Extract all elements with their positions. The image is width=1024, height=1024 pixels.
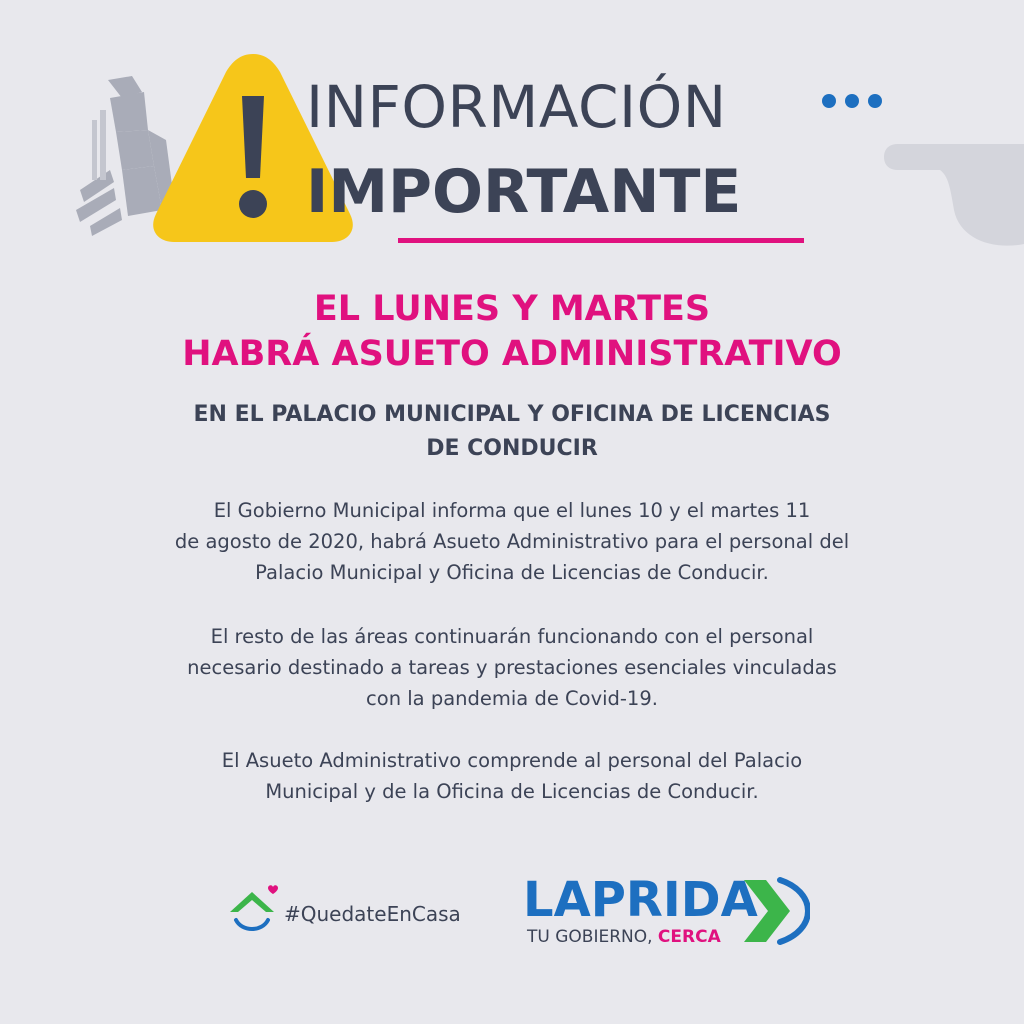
pointer-icon: [884, 140, 1024, 250]
paragraph-line: con la pandemia de Covid-19.: [366, 687, 658, 710]
tagline-part2: CERCA: [657, 927, 721, 947]
chevron-logo-icon: [740, 874, 810, 948]
title-underline: [398, 238, 804, 243]
paragraph-line: El resto de las áreas continuarán funcionando con el personal: [210, 625, 814, 648]
headline-line2: HABRÁ ASUETO ADMINISTRATIVO: [182, 334, 842, 374]
headline: [0, 287, 1024, 377]
paragraph-line: Palacio Municipal y Oficina de Licencias de Conducir.: [255, 561, 769, 584]
tagline-part1: TU GOBIERNO,: [527, 927, 658, 947]
headline-line1: EL LUNES Y MARTES: [313, 289, 711, 329]
subheadline: [0, 398, 1024, 466]
paragraph-1: [0, 495, 1024, 588]
subheadline-line2: DE CONDUCIR: [426, 436, 598, 461]
paragraph-3: [0, 745, 1024, 807]
paragraph-2: [0, 621, 1024, 714]
title-line1: INFORMACIÓN: [306, 73, 727, 141]
paragraph-line: de agosto de 2020, habrá Asueto Administrativo para el personal del: [174, 530, 850, 553]
paragraph-line: Municipal y de la Oficina de Licencias de Conducir.: [265, 780, 759, 803]
paragraph-line: El Gobierno Municipal informa que el lunes 10 y el martes 11: [213, 499, 811, 522]
subheadline-line1: EN EL PALACIO MUNICIPAL Y OFICINA DE LICENCIAS: [193, 402, 831, 427]
title-line2: IMPORTANTE: [306, 157, 742, 227]
brand-logo-text: LAPRIDA: [523, 872, 758, 928]
paragraph-line: necesario destinado a tareas y prestaciones esenciales vinculadas: [187, 656, 837, 679]
brand-tagline: [527, 929, 721, 946]
house-heart-icon: [226, 884, 282, 936]
hashtag-text: #QuedateEnCasa: [284, 902, 461, 926]
dots-icon: [820, 92, 888, 110]
paragraph-line: El Asueto Administrativo comprende al personal del Palacio: [221, 749, 803, 772]
